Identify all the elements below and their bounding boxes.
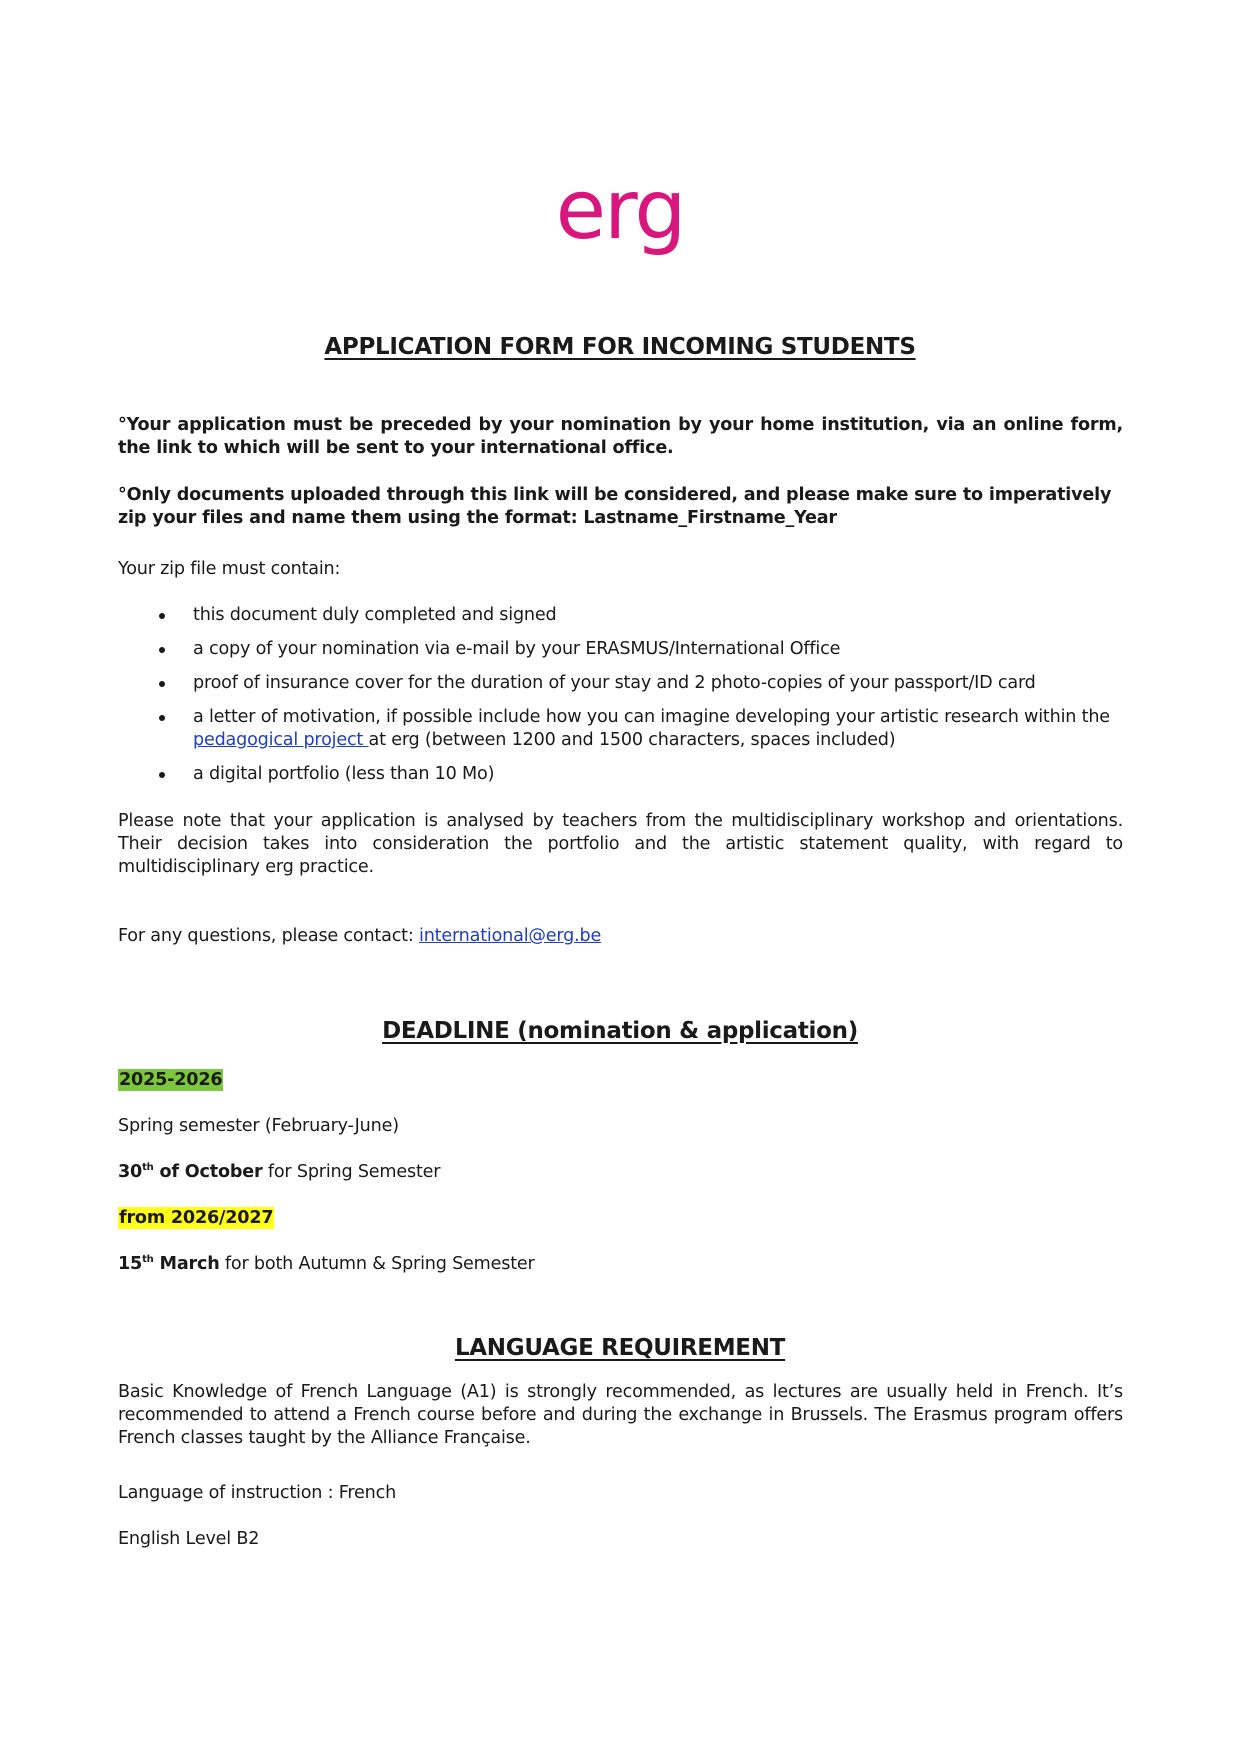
- list-item: proof of insurance cover for the duration of your stay and 2 photo-copies of your passport/ID card: [118, 672, 1123, 695]
- language-heading: LANGUAGE REQUIREMENT: [454, 1335, 786, 1361]
- spring-semester-text: Spring semester (February-June): [118, 1116, 399, 1136]
- list-item: a copy of your nomination via e-mail by your ERASMUS/International Office: [118, 638, 1123, 661]
- zip-intro: Your zip file must contain:: [118, 559, 341, 579]
- list-item: a letter of motivation, if possible include how you can imagine developing your artistic research within the pedagogical project at erg (between 1200 and 1500 characters, spaces included): [118, 706, 1123, 752]
- contact-line: For any questions, please contact: international@erg.be: [118, 926, 602, 946]
- page-title: APPLICATION FORM FOR INCOMING STUDENTS: [324, 334, 916, 360]
- list-item: a digital portfolio (less than 10 Mo): [118, 763, 1123, 786]
- zip-contents-list: [118, 604, 1123, 786]
- deadline-october: 30th of October for Spring Semester: [118, 1162, 441, 1182]
- year-badge-2025: 2025-2026: [119, 1070, 223, 1090]
- deadline-heading: DEADLINE (nomination & application): [382, 1018, 858, 1044]
- deadline-march: 15th March for both Autumn & Spring Semester: [118, 1254, 535, 1274]
- analysis-note: Please note that your application is analysed by teachers from the multidisciplinary workshop and orientations. Their decision takes into consideration the portfolio and the artistic statement quality, with regard to multidisciplinary erg practice.: [118, 811, 1123, 877]
- year-badge-2026: from 2026/2027: [119, 1208, 274, 1228]
- note-upload: °Only documents uploaded through this link will be considered, and please make sure to imperatively zip your files and name them using the format: Lastname_Firstname_Year: [118, 485, 1112, 528]
- contact-email-link[interactable]: international@erg.be: [419, 926, 602, 946]
- language-text: Basic Knowledge of French Language (A1) is strongly recommended, as lectures are usually held in French. It’s recommended to attend a French course before and during the exchange in Brussels. The Erasmus program offers French classes taught by the Alliance Française.: [118, 1382, 1123, 1448]
- note-nomination: °Your application must be preceded by your nomination by your home institution, via an online form, the link to which will be sent to your international office.: [118, 415, 1123, 458]
- instruction-language: Language of instruction : French: [118, 1483, 397, 1503]
- list-item: this document duly completed and signed: [118, 604, 1123, 627]
- erg-logo: erg: [555, 163, 685, 258]
- pedagogical-project-link[interactable]: pedagogical project: [193, 730, 369, 750]
- english-level: English Level B2: [118, 1529, 260, 1549]
